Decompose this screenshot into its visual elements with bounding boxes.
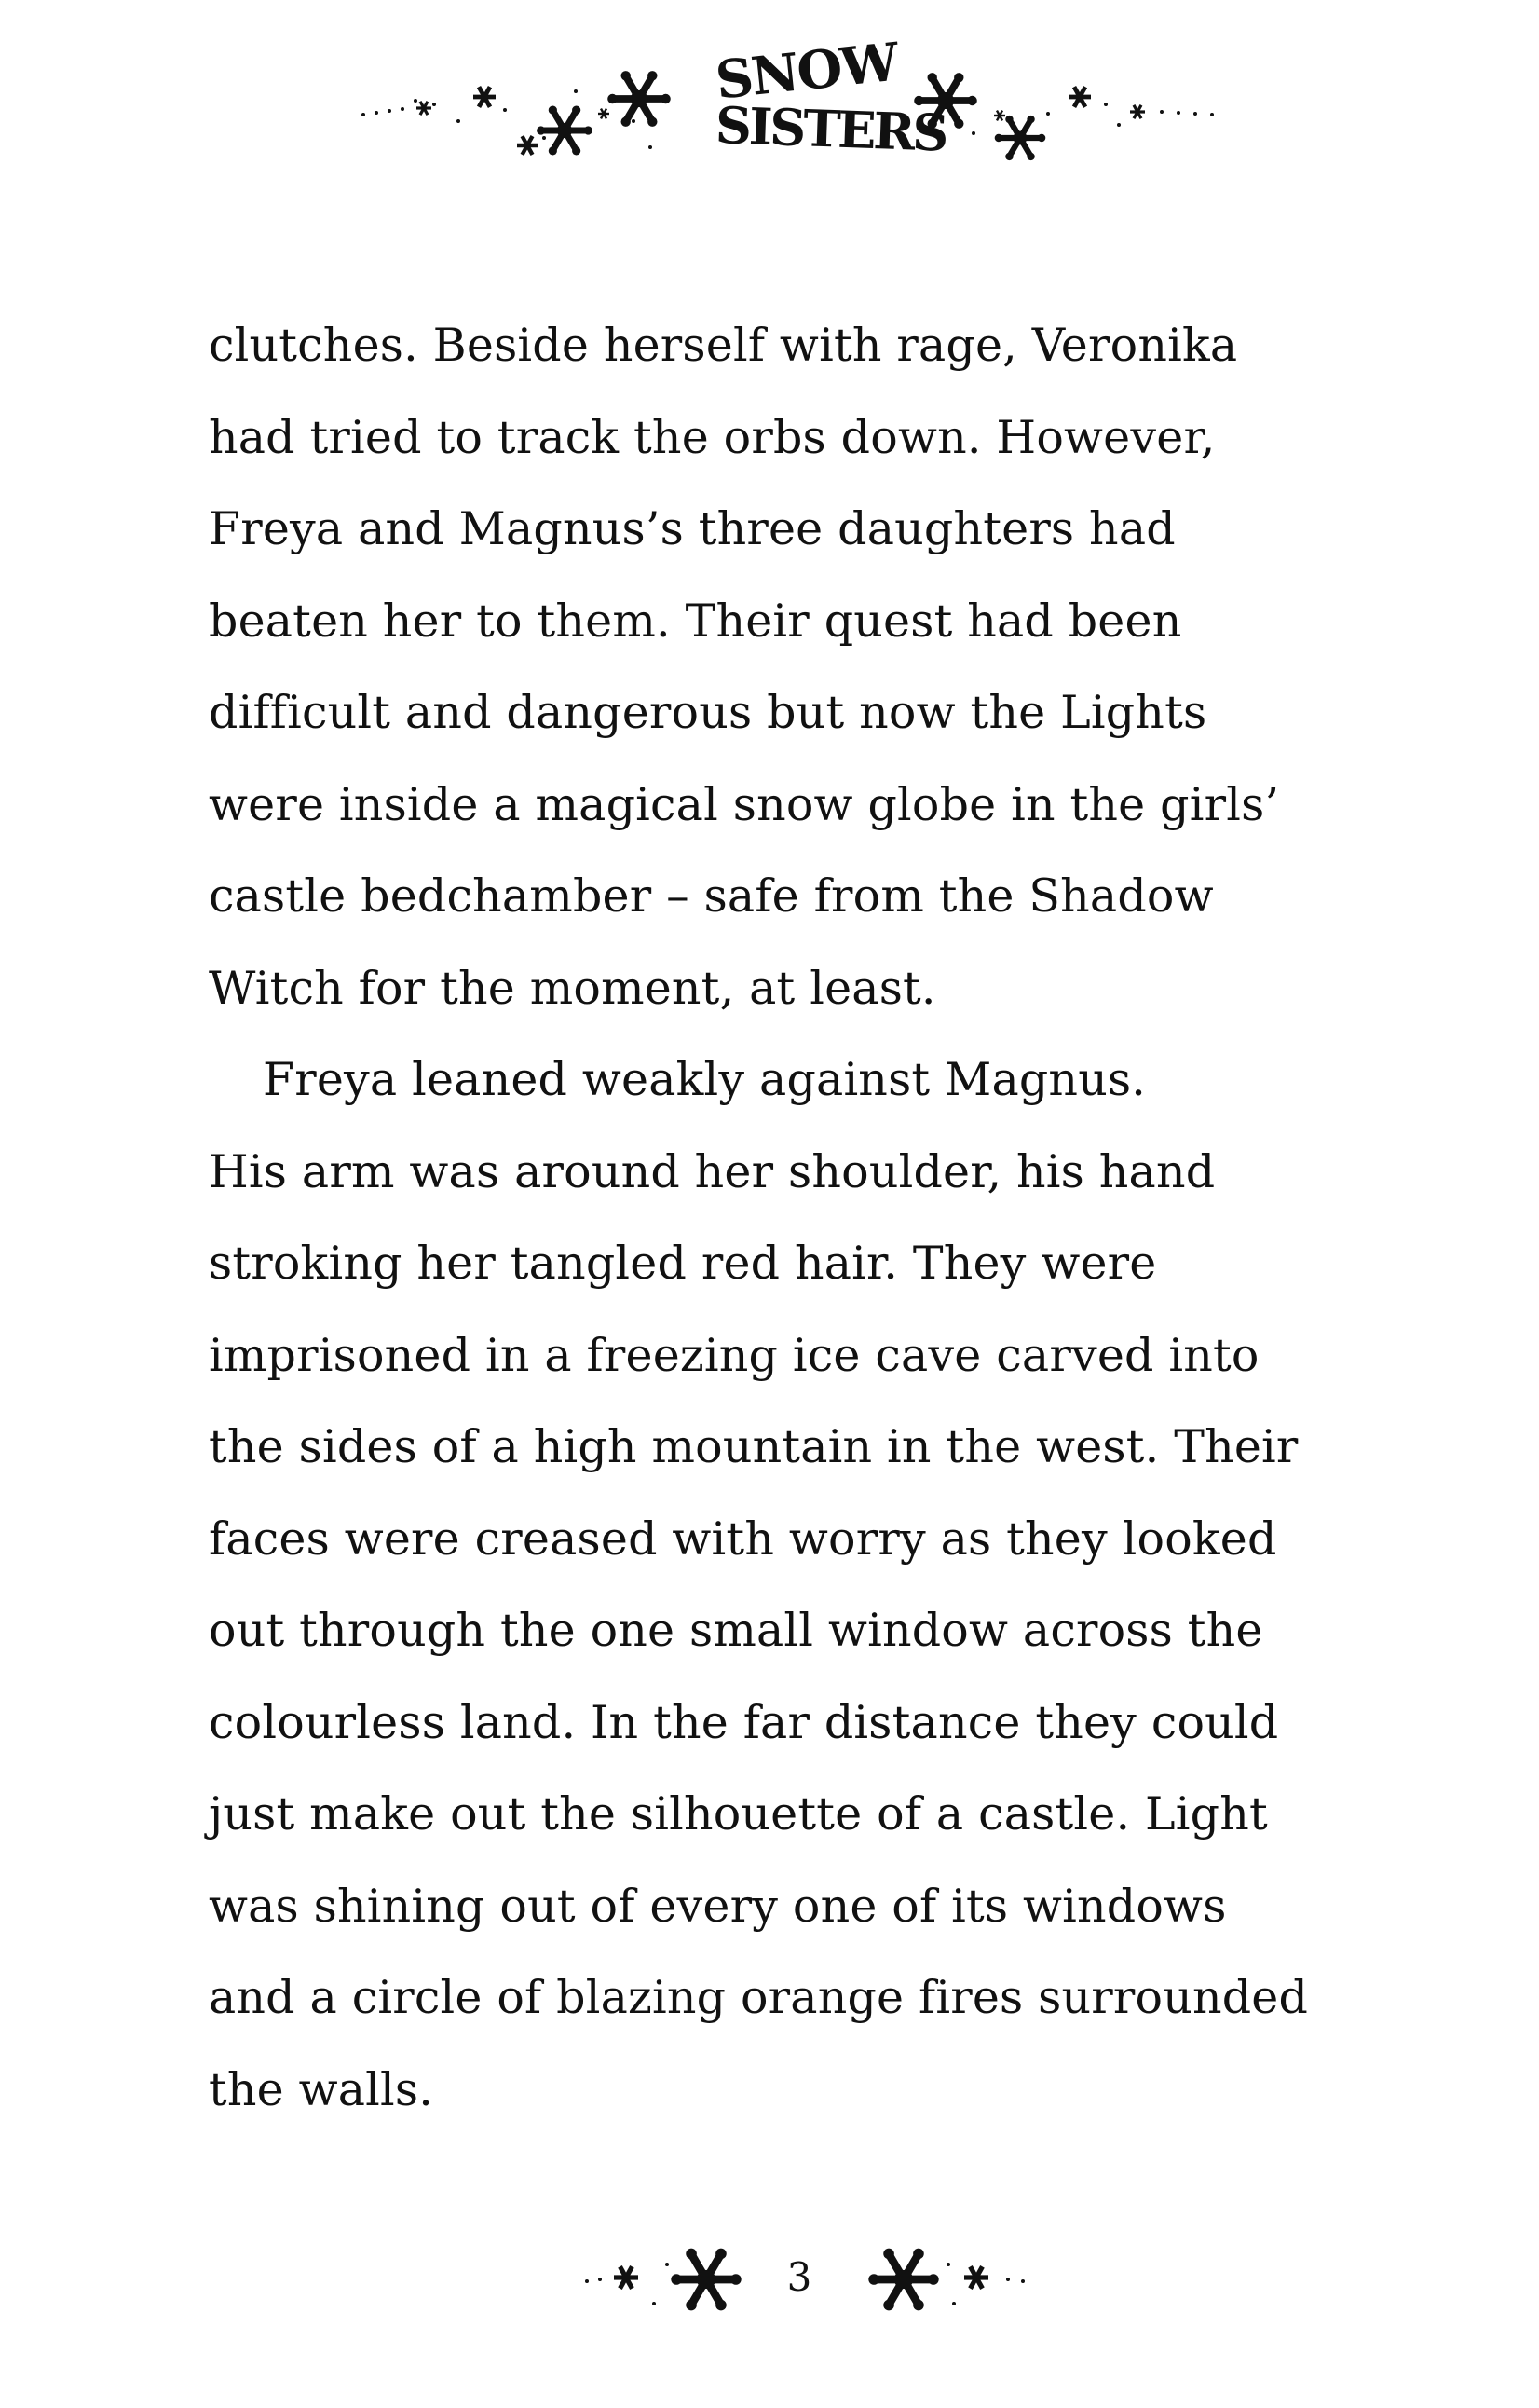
text-line: and a circle of blazing orange fires surrounded [209, 1971, 1309, 2024]
snowflake-cluster-icon [908, 35, 1225, 194]
logo-word-snow: SNOW [713, 31, 901, 112]
text-line: colourless land. In the far distance they could [209, 1695, 1279, 1749]
text-line: Witch for the moment, at least. [209, 961, 936, 1015]
paragraph-2 [209, 1034, 1420, 2136]
text-line: imprisoned in a freezing ice cave carved into [209, 1328, 1260, 1382]
snowflake-cluster-icon [857, 2237, 1043, 2325]
running-header [0, 31, 1539, 194]
text-line: was shining out of every one of its windows [209, 1879, 1227, 1933]
text-line: the walls. [209, 2062, 434, 2116]
story-text [209, 300, 1420, 2136]
snowflake-cluster-icon [578, 2237, 764, 2325]
text-line: the sides of a high mountain in the west. Their [209, 1420, 1299, 1473]
text-line: out through the one small window across the [209, 1604, 1263, 1657]
text-line: were inside a magical snow globe in the girls’ [209, 777, 1280, 831]
text-line: castle bedchamber – safe from the Shadow [209, 869, 1214, 923]
text-line: difficult and dangerous but now the Lights [209, 686, 1207, 739]
paragraph-1 [209, 300, 1420, 1034]
text-line: beaten her to them. Their quest had been [209, 594, 1182, 648]
page-footer [0, 2232, 1539, 2334]
text-line: Freya and Magnus’s three daughters had [209, 502, 1176, 555]
logo-word-sisters: SISTERS [714, 95, 947, 163]
page-number: 3 [786, 2254, 812, 2300]
text-line: His arm was around her shoulder, his hand [209, 1144, 1216, 1198]
text-line: Freya leaned weakly against Magnus. [263, 1053, 1147, 1106]
text-line: clutches. Beside herself with rage, Veronika [209, 319, 1238, 372]
text-line: had tried to track the orbs down. However, [209, 410, 1216, 464]
snowflake-cluster-icon [354, 35, 727, 194]
series-logo [713, 31, 947, 185]
text-line: faces were creased with worry as they looked [209, 1512, 1277, 1566]
text-line: just make out the silhouette of a castle. Light [209, 1787, 1268, 1840]
text-line: stroking her tangled red hair. They were [209, 1237, 1157, 1290]
